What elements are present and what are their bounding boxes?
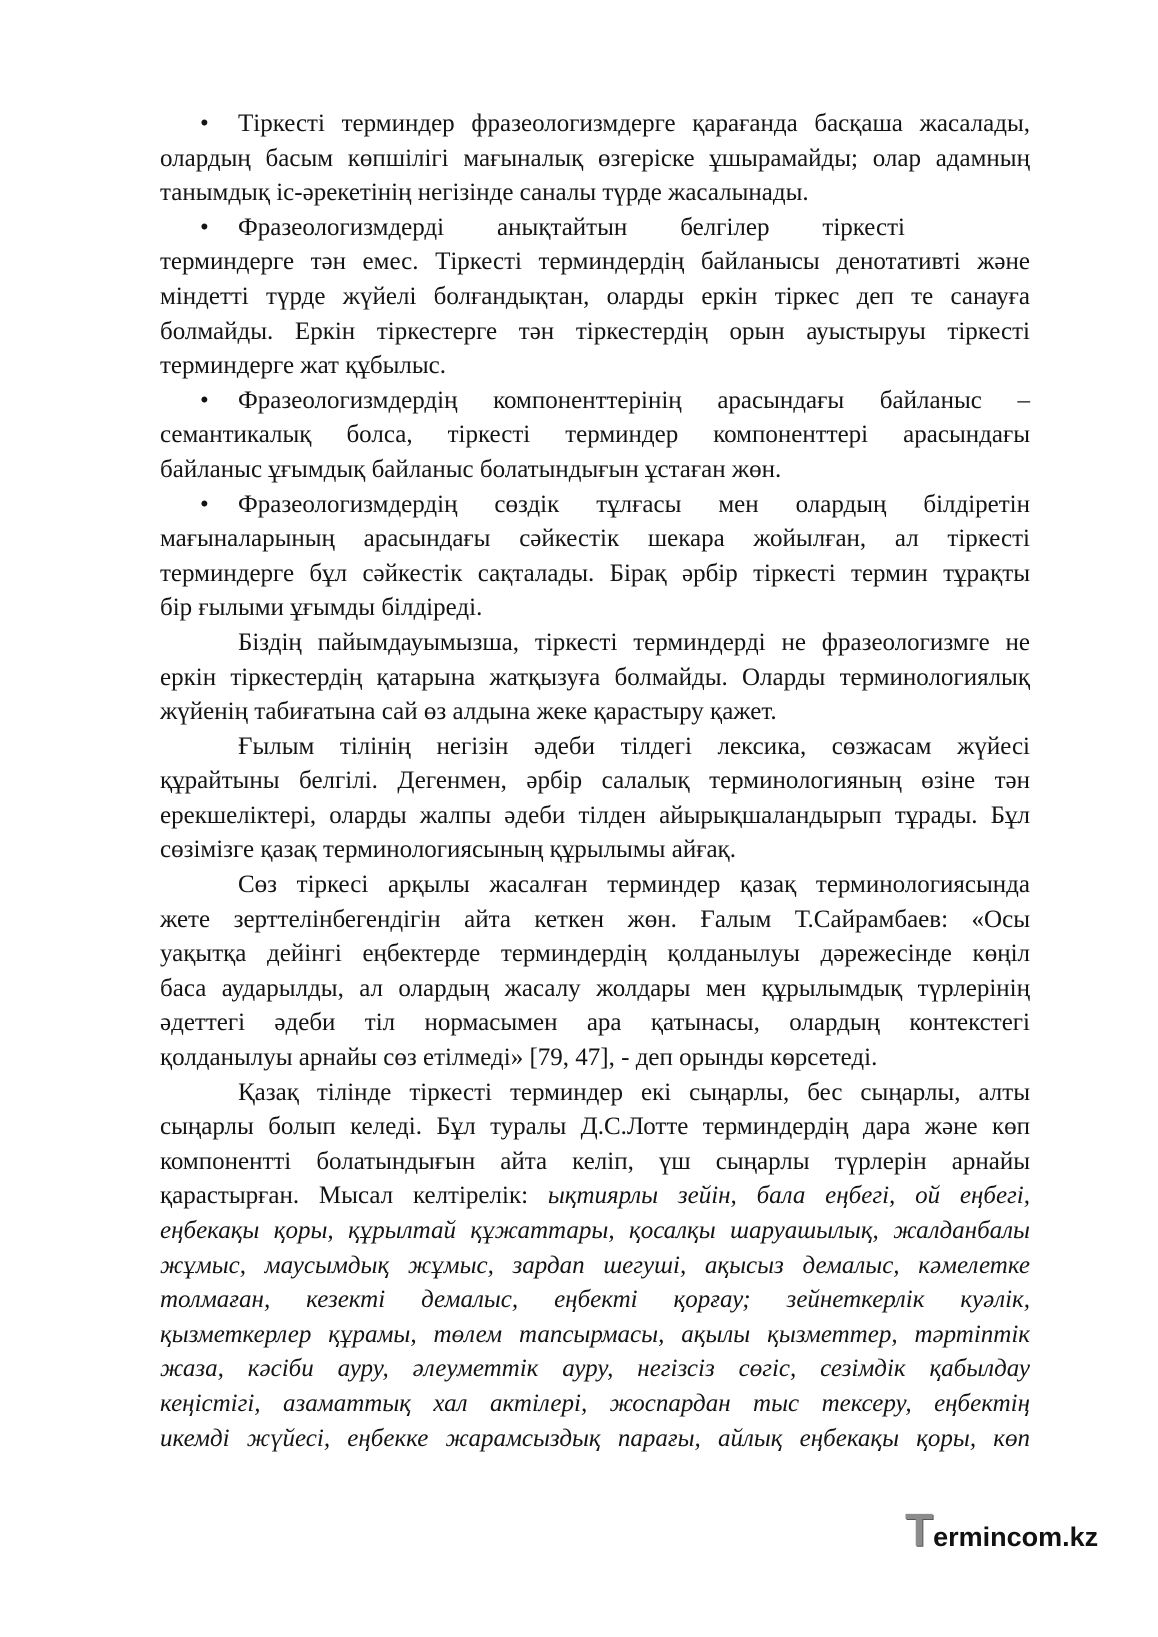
bullet-item: [160, 211, 1030, 384]
text-line: [160, 384, 1030, 419]
text-line: сөзімізге қазақ терминологиясының құрылымы айғақ.: [160, 836, 736, 864]
text-line: байланыс ұғымдық байланыс болатындығын ұстаған жөн.: [160, 455, 782, 483]
text-line: жүйенің табиғатына сай өз алдына жеке қарастыру қажет.: [160, 698, 777, 726]
text-line: қолданылуы арнайы сөз етілмеді» [79, 47], - деп орынды көрсетеді.: [160, 1044, 878, 1072]
text-line: танымдық іс-әрекетінің негізінде саналы түрде жасалынады.: [160, 179, 809, 207]
text-line: болмайды. Еркін тіркестерге тән тіркестердің орын ауыстыруы тіркесті: [160, 317, 1030, 345]
bullet-item: [160, 107, 1030, 211]
paragraph: [160, 730, 1030, 868]
text-line: [160, 1179, 1030, 1214]
text-line: [160, 488, 1030, 523]
example-terms-line: жұмыс, маусымдық жұмыс, зардап шегуші, ақысыз демалыс, кәмелетке: [160, 1251, 1030, 1279]
line-text: Тіркесті терминдер фразеологизмдерге қарағанда басқаша жасалады,: [238, 110, 1030, 137]
bullet-item: [160, 384, 1030, 488]
example-terms-line: кеңістігі, азаматтық хал актілері, жоспардан тыс тексеру, еңбектің: [160, 1389, 1030, 1417]
text-line: құрайтыны белгілі. Дегенмен, әрбір салалық терминологияның өзіне тән: [160, 767, 1030, 795]
text-line: семантикалық болса, тіркесті терминдер компоненттері арасындағы: [160, 421, 1030, 449]
text-line: міндетті түрде жүйелі болғандықтан, оларды еркін тіркес деп те санауға: [160, 282, 1030, 310]
text-line: олардың басым көпшілігі мағыналық өзгеріске ұшырамайды; олар адамның: [160, 144, 1030, 172]
text-line: Қазақ тілінде тіркесті терминдер екі сыңарлы, бес сыңарлы, алты: [238, 1078, 1030, 1106]
example-terms-line: еңбекақы қоры, құрылтай құжаттары, қосалқы шаруашылық, жалданбалы: [160, 1217, 1030, 1244]
example-terms-line: толмаған, кезекті демалыс, еңбекті қорғау; зейнеткерлік куәлік,: [160, 1286, 1030, 1314]
document-body: [160, 107, 1030, 1456]
text-line: Ғылым тілінің негізін әдеби тілдегі лексика, сөзжасам жүйесі: [238, 732, 1030, 760]
text-line: мағыналарының арасындағы сәйкестік шекара жойылған, ал тіркесті: [160, 525, 1030, 553]
text-line: [160, 107, 1030, 142]
text-line: жете зерттелінбегендігін айта кеткен жөн. Ғалым Т.Сайрамбаев: «Осы: [160, 905, 1030, 933]
bullet-marker: •: [200, 213, 209, 241]
text-line: компонентті болатындығын айта келіп, үш сыңарлы түрлерін арнайы: [160, 1147, 1030, 1175]
paragraph: [160, 1076, 1030, 1457]
text-line: терминдерге жат құбылыс.: [160, 352, 446, 380]
example-terms-line: қызметкерлер құрамы, төлем тапсырмасы, ақылы қызметтер, тәртіптік: [160, 1320, 1030, 1348]
text-line: Біздің пайымдауымызша, тіркесті терминдерді не фразеологизмге не: [238, 628, 1030, 656]
bullet-marker: •: [200, 110, 209, 137]
text-line: уақытқа дейінгі еңбектерде терминдердің қолданылуы дәрежесінде көңіл: [160, 940, 1030, 968]
text-line: терминдерге бұл сәйкестік сақталады. Бірақ әрбір тіркесті термин тұрақты: [160, 559, 1030, 587]
text-line: бір ғылыми ұғымды білдіреді.: [160, 594, 483, 622]
text-line: әдеттегі әдеби тіл нормасымен ара қатынасы, олардың контекстегі: [160, 1009, 1030, 1037]
line-text: Фразеологизмдерді анықтайтын белгілер тіркесті: [238, 213, 905, 241]
text-line: [160, 211, 1030, 246]
line-text: Фразеологизмдердің сөздік тұлғасы мен олардың білдіретін: [238, 490, 1030, 518]
text-line: Сөз тіркесі арқылы жасалған терминдер қазақ терминологиясында: [238, 871, 1030, 899]
paragraph: [160, 868, 1030, 1076]
bullet-marker: •: [200, 490, 209, 518]
bullet-marker: •: [200, 386, 209, 414]
text-line: баса аударылды, ал олардың жасалу жолдары мен құрылымдық түрлерінің: [160, 974, 1030, 1002]
paragraph: [160, 626, 1030, 730]
bullet-item: [160, 488, 1030, 626]
text-line: еркін тіркестердің қатарына жатқызуға болмайды. Оларды терминологиялық: [160, 663, 1030, 691]
example-terms: ықтиярлы зейін, бала еңбегі, ой еңбегі,: [547, 1182, 1031, 1210]
text-line: ерекшеліктері, оларды жалпы әдеби тілден айырықшаландырып тұрады. Бұл: [160, 801, 1030, 829]
example-terms-line: жаза, кәсіби ауру, әлеуметтік ауру, негізсіз сөгіс, сезімдік қабылдау: [160, 1355, 1030, 1383]
text-line: сыңарлы болып келеді. Бұл туралы Д.С.Лотте терминдердің дара және көп: [160, 1113, 1030, 1141]
text-line: терминдерге тән емес. Тіркесті терминдердің байланысы денотативті және: [160, 248, 1030, 276]
site-logo: [905, 1504, 1099, 1558]
line-text: қарастырған. Мысал келтірелік:: [160, 1182, 529, 1210]
line-text: Фразеологизмдердің компоненттерінің арасындағы байланыс –: [238, 386, 1030, 414]
example-terms-line: икемді жүйесі, еңбекке жарамсыздық парағы, айлық еңбекақы қоры, көп: [160, 1424, 1030, 1452]
logo-wordmark: Termincom.kz: [905, 1504, 1099, 1556]
